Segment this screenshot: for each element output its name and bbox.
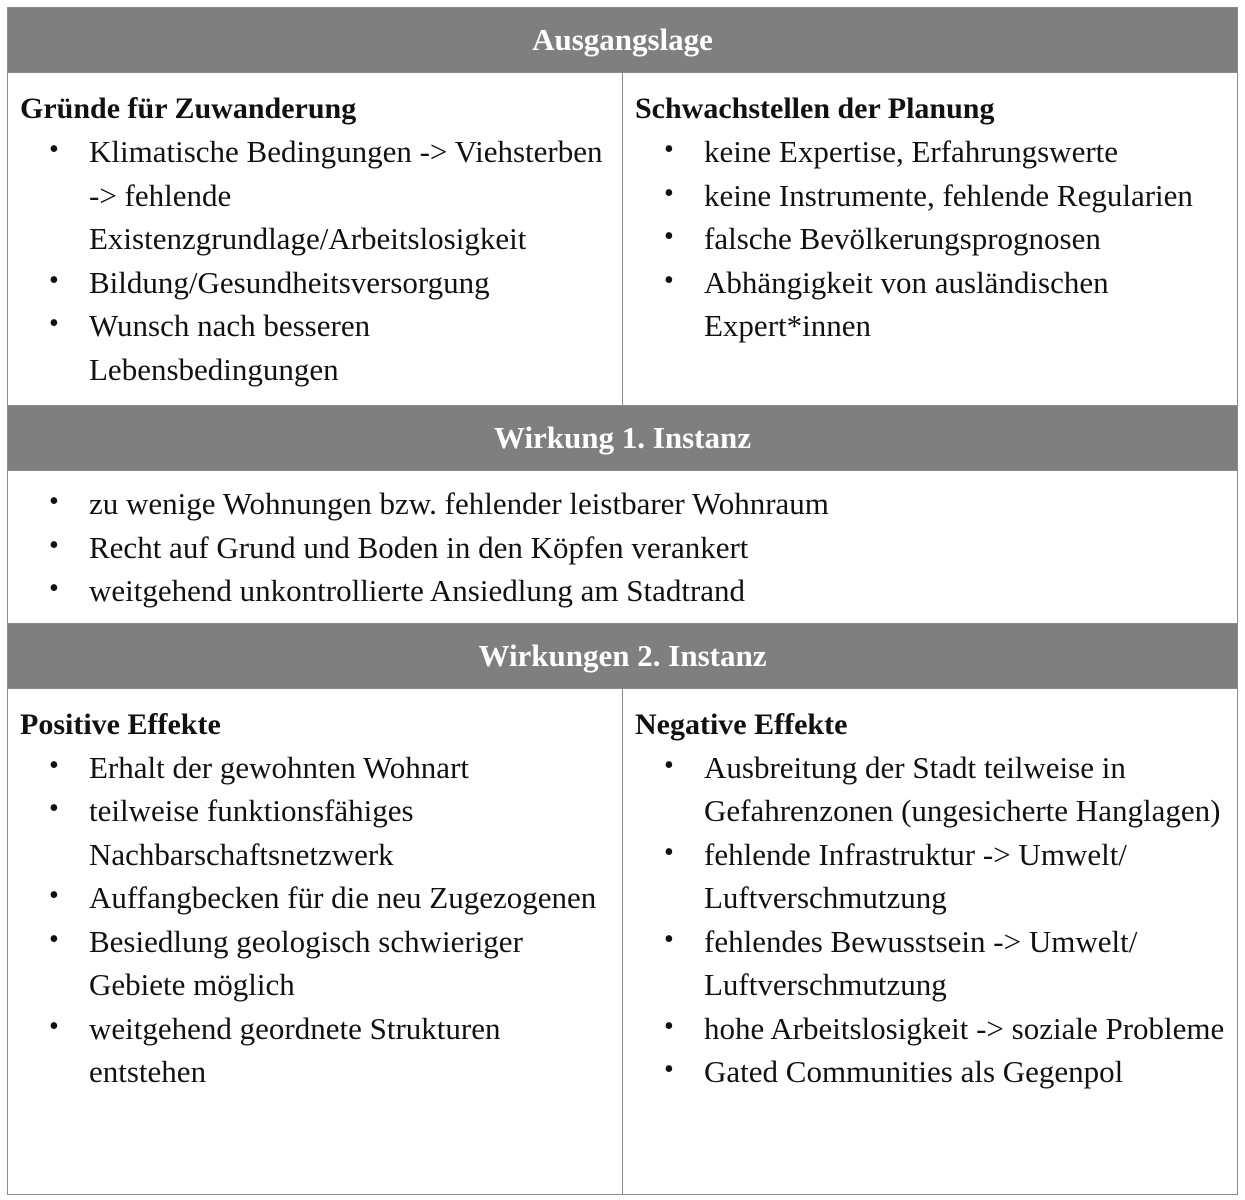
list-item-text: weitgehend geordnete Strukturen entstehen (89, 1010, 501, 1089)
list-item (20, 920, 610, 1007)
list-item-text: weitgehend unkontrollierte Ansiedlung am Stadtrand (89, 573, 746, 608)
cell-title: Schwachstellen der Planung (635, 92, 995, 125)
list-item-text: Gated Communities als Gegenpol (704, 1054, 1124, 1089)
list-item-text: Recht auf Grund und Boden in den Köpfen verankert (89, 529, 749, 565)
bullet-icon: • (664, 134, 674, 165)
bullet-icon: • (664, 1054, 674, 1085)
list-item (635, 261, 1225, 348)
list-item (20, 876, 610, 920)
list-item-text: Erhalt der gewohnten Wohnart (89, 749, 470, 785)
list-item (20, 789, 610, 876)
summary-table (7, 7, 1238, 1195)
bullet-icon: • (49, 880, 59, 911)
bullet-icon: • (49, 529, 59, 561)
list-item-text: zu wenige Wohnungen bzw. fehlender leistbarer Wohnraum (89, 486, 829, 521)
list-item (20, 746, 610, 790)
cell-title: Positive Effekte (20, 707, 221, 741)
list-item-text: falsche Bevölkerungsprognosen (704, 221, 1101, 256)
list-item (635, 1007, 1225, 1051)
section-heading-ausgangslage: Ausgangslage (8, 8, 1237, 73)
list-item (20, 569, 1225, 613)
bullet-icon: • (49, 308, 59, 339)
list-item (20, 1007, 610, 1094)
section-heading-wirkung-2: Wirkungen 2. Instanz (8, 624, 1237, 689)
list-item-text: keine Expertise, Erfahrungswerte (704, 134, 1119, 169)
list-item (635, 1050, 1225, 1094)
list-item-text: Bildung/Gesundheitsversorgung (89, 264, 490, 300)
list-item-text: Klimatische Bedingungen -> Viehsterben -> fehlende Existenzgrundlage/Arbeitslosigkeit (89, 134, 603, 256)
list-item-text: teilweise funktionsfähiges Nachbarschaftsnetzwerk (89, 793, 414, 872)
list-item (20, 130, 610, 261)
bullet-list (635, 130, 1225, 348)
section-heading-wirkung-1: Wirkung 1. Instanz (8, 406, 1237, 471)
list-item-text: Auffangbecken für die neu Zugezogenen (89, 880, 597, 915)
bullet-icon: • (664, 1010, 674, 1042)
wirkung-2-row (8, 689, 1237, 1194)
bullet-icon: • (664, 836, 674, 868)
list-item-text: fehlendes Bewusstsein -> Umwelt/ Luftverschmutzung (704, 923, 1138, 1002)
bullet-list (20, 746, 610, 1094)
bullet-icon: • (49, 573, 59, 604)
list-item (635, 217, 1225, 261)
list-item-text: Wunsch nach besseren Lebensbedingungen (89, 308, 371, 387)
cell-title: Negative Effekte (635, 707, 848, 741)
ausgangslage-row (8, 73, 1237, 406)
bullet-icon: • (49, 264, 59, 296)
bullet-icon: • (664, 221, 674, 252)
bullet-icon: • (664, 264, 674, 296)
list-item-text: fehlende Infrastruktur -> Umwelt/ Luftverschmutzung (704, 836, 1127, 915)
list-item (20, 526, 1225, 570)
cell-positive-effekte (8, 689, 623, 1194)
list-item (635, 746, 1225, 833)
list-item (635, 174, 1225, 218)
list-item (20, 482, 1225, 526)
list-item (635, 833, 1225, 920)
list-item (635, 130, 1225, 174)
list-item-text: Abhängigkeit von ausländischen Expert*innen (704, 264, 1109, 343)
bullet-icon: • (664, 749, 674, 781)
bullet-icon: • (664, 923, 674, 955)
list-item (635, 920, 1225, 1007)
list-item (20, 304, 610, 391)
wirkung-1-cell (8, 471, 1237, 624)
bullet-icon: • (49, 134, 59, 165)
cell-title: Gründe für Zuwanderung (20, 92, 357, 125)
list-item-text: Besiedlung geologisch schwieriger Gebiete möglich (89, 923, 523, 1002)
list-item-text: hohe Arbeitslosigkeit -> soziale Probleme (704, 1010, 1225, 1046)
bullet-list (20, 130, 610, 391)
bullet-icon: • (49, 923, 59, 955)
list-item (20, 261, 610, 305)
bullet-icon: • (49, 1010, 59, 1042)
list-item-text: Ausbreitung der Stadt teilweise in Gefahrenzonen (ungesicherte Hanglagen) (704, 749, 1221, 828)
bullet-icon: • (49, 486, 59, 517)
cell-negative-effekte (623, 689, 1237, 1194)
bullet-icon: • (664, 177, 674, 209)
list-item-text: keine Instrumente, fehlende Regularien (704, 177, 1193, 213)
bullet-icon: • (49, 793, 59, 824)
cell-schwachstellen-planung (623, 73, 1237, 405)
bullet-icon: • (49, 749, 59, 781)
bullet-list (635, 746, 1225, 1094)
bullet-list (20, 482, 1225, 613)
cell-gruende-zuwanderung (8, 73, 623, 405)
